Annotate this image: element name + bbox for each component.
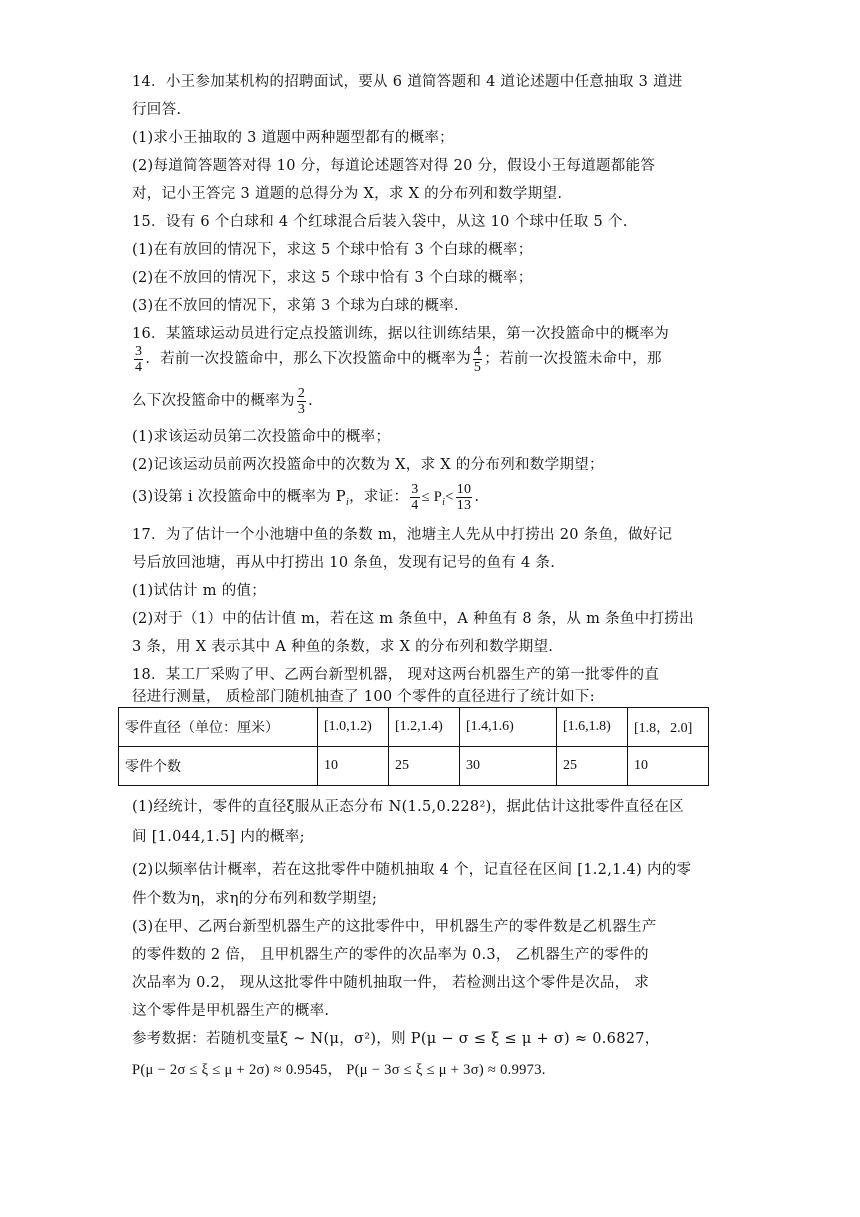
reference-data-cont: P(μ − 2σ ≤ ξ ≤ μ + 2σ) ≈ 0.9545， P(μ − 3σ ≤ ξ ≤ μ + 3σ) ≈ 0.9973. xyxy=(132,1062,546,1078)
fraction-10-13: $\frac{10}{13}$ xyxy=(456,481,472,513)
table-cell: 10 xyxy=(628,747,709,786)
table-cell: 30 xyxy=(460,747,557,786)
q18-part3-cont: 的零件数的 2 倍， 且甲机器生产的零件的次品率为 0.3， 乙机器生产的零件的 xyxy=(132,947,649,963)
q18-part3-cont: 这个零件是甲机器生产的概率. xyxy=(132,1003,330,1019)
table-cell: 25 xyxy=(389,747,460,786)
q15-part2: (2)在不放回的情况下，求这 5 个球中恰有 3 个白球的概率； xyxy=(132,270,533,286)
table-cell: [1.2,1.4) xyxy=(389,708,460,747)
reference-data: 参考数据：若随机变量ξ ~ N(μ，σ²)，则 P(μ − σ ≤ ξ ≤ μ + σ) ≈ 0.6827， xyxy=(132,1031,660,1047)
table-cell: [1.4,1.6) xyxy=(460,708,557,747)
table-cell: 25 xyxy=(557,747,628,786)
table-header-row xyxy=(119,708,709,747)
table-row xyxy=(119,747,709,786)
q16-part1: (1)求该运动员第二次投篮命中的概率； xyxy=(132,429,391,445)
q14-part2: (2)每道简答题答对得 10 分，每道论述题答对得 20 分，假设小王每道题都能答 xyxy=(132,158,656,174)
q17-line: 17．为了估计一个小池塘中鱼的条数 m，池塘主人先从中打捞出 20 条鱼，做好记 xyxy=(132,527,673,543)
q17-part1: (1)试估计 m 的值； xyxy=(132,583,267,599)
q17-part2-cont: 3 条，用 X 表示其中 A 种鱼的条数，求 X 的分布列和数学期望. xyxy=(132,639,554,655)
q17-line: 号后放回池塘，再从中打捞出 10 条鱼，发现有记号的鱼有 4 条. xyxy=(132,555,556,571)
q15-part3: (3)在不放回的情况下，求第 3 个球为白球的概率. xyxy=(132,298,459,314)
q18-part2: (2)以频率估计概率，若在这批零件中随机抽取 4 个，记直径在区间 [1.2,1.4) 内的零 xyxy=(132,862,692,878)
q15-part1: (1)在有放回的情况下，求这 5 个球中恰有 3 个白球的概率； xyxy=(132,242,533,258)
q18-part2-cont: 件个数为η，求η的分布列和数学期望; xyxy=(132,891,378,907)
q17-part2: (2)对于（1）中的估计值 m，若在这 m 条鱼中，A 种鱼有 8 条，从 m 条鱼中打捞出 xyxy=(132,611,694,627)
q18-line: 18．某工厂采购了甲、乙两台新型机器， 现对这两台机器生产的第一批零件的直 xyxy=(132,667,660,683)
q16-part3: (3)设第 i 次投篮命中的概率为 $P_i$，求证： $\frac{3}{4}$ ≤ $P_i<$ $\frac{10}{13}$ . xyxy=(132,481,480,513)
table-cell: 10 xyxy=(318,747,389,786)
table-cell: [1.6,1.8) xyxy=(557,708,628,747)
fraction-3-4: $\frac{3}{4}$ xyxy=(135,343,143,375)
q18-line: 径进行测量， 质检部门随机抽查了 100 个零件的直径进行了统计如下: xyxy=(132,689,595,705)
q18-part1: (1)经统计，零件的直径ξ服从正态分布 N(1.5,0.228²)，据此估计这批零件直径在区 xyxy=(132,799,684,815)
diameter-table xyxy=(118,707,709,786)
table-cell: [1.8，2.0] xyxy=(628,708,709,747)
q18-part1-cont: 间 [1.044,1.5] 内的概率; xyxy=(132,829,305,845)
fraction-2-3: $\frac{2}{3}$ xyxy=(297,385,306,417)
q16-line2: $\frac{3}{4}$ ．若前一次投篮命中，那么下次投篮命中的概率为 $\frac{4}{5}$ ；若前一次投篮未命中，那 xyxy=(135,343,662,375)
q14-line: 14．小王参加某机构的招聘面试，要从 6 道简答题和 4 道论述题中任意抽取 3 道进 xyxy=(132,74,683,90)
q16-line3: 么下次投篮命中的概率为 $\frac{2}{3}$ . xyxy=(132,385,314,417)
fraction-4-5: $\frac{4}{5}$ xyxy=(473,343,482,375)
table-cell: [1.0,1.2) xyxy=(318,708,389,747)
fraction-3-4: $\frac{3}{4}$ xyxy=(411,481,419,513)
table-cell: 零件个数 xyxy=(119,747,318,786)
q16-part2: (2)记该运动员前两次投篮命中的次数为 X，求 X 的分布列和数学期望； xyxy=(132,457,604,473)
q15-line: 15．设有 6 个白球和 4 个红球混合后装入袋中，从这 10 个球中任取 5 个. xyxy=(132,214,628,230)
q16-line: 16．某篮球运动员进行定点投篮训练，据以往训练结果，第一次投篮命中的概率为 xyxy=(132,326,670,342)
q14-part1: (1)求小王抽取的 3 道题中两种题型都有的概率； xyxy=(132,130,454,146)
q18-part3: (3)在甲、乙两台新型机器生产的这批零件中，甲机器生产的零件数是乙机器生产 xyxy=(132,919,657,935)
q14-line: 行回答. xyxy=(132,102,182,118)
table-cell: 零件直径（单位：厘米） xyxy=(119,708,318,747)
q18-part3-cont: 次品率为 0.2， 现从这批零件中随机抽取一件， 若检测出这个零件是次品， 求 xyxy=(132,975,650,991)
q14-part2-cont: 对，记小王答完 3 道题的总得分为 X，求 X 的分布列和数学期望. xyxy=(132,186,563,202)
